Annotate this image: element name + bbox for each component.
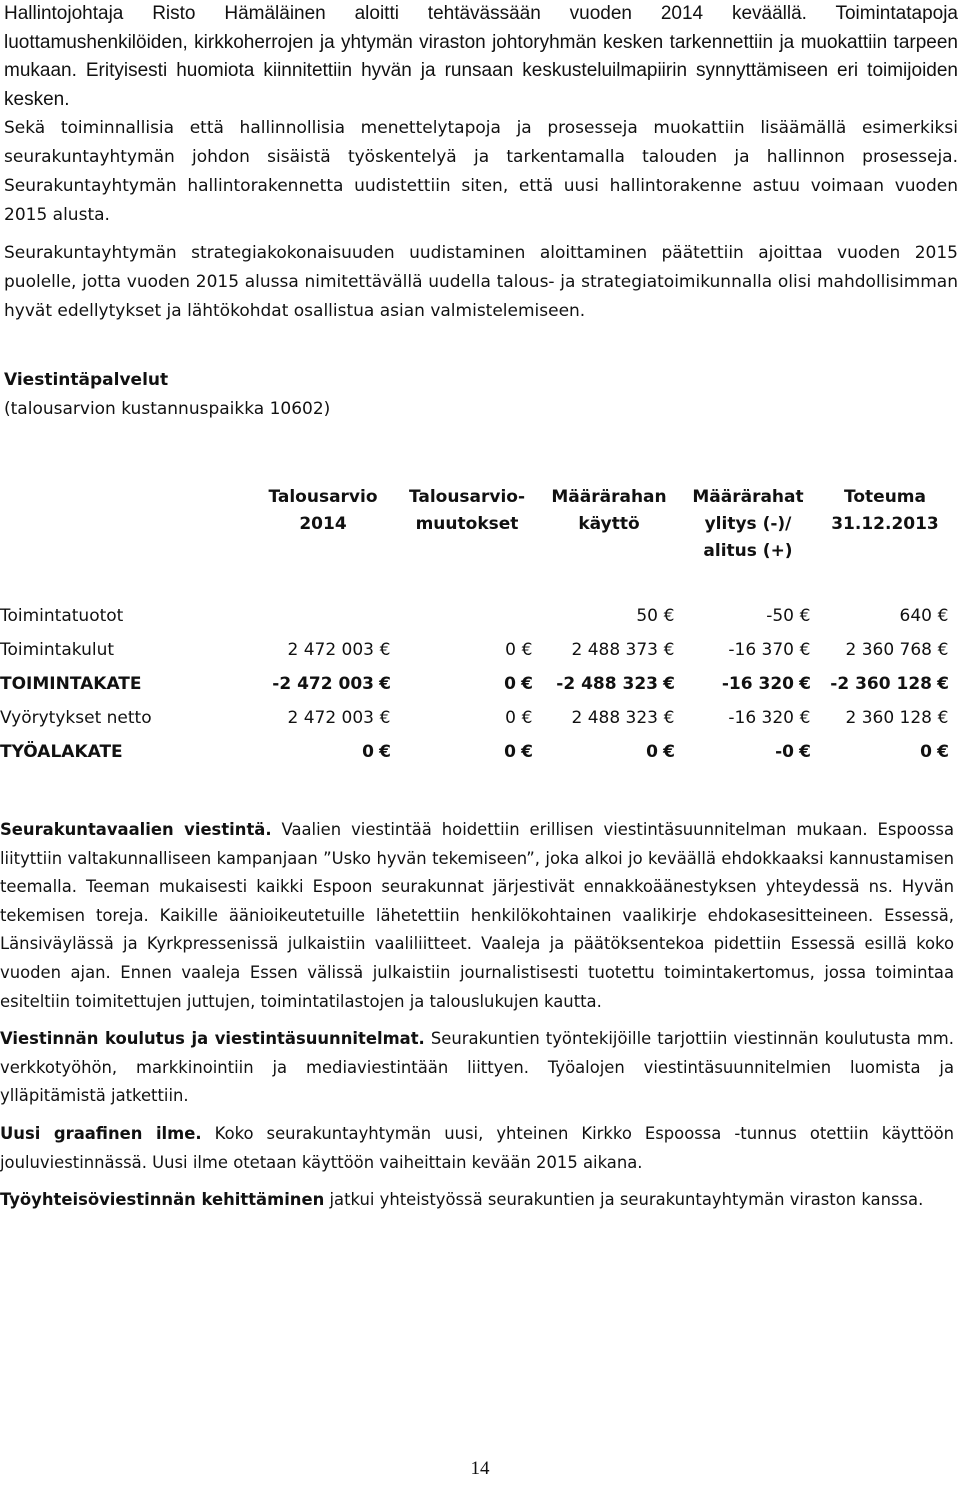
header-talousarvio: Talousarvio 2014 — [268, 487, 378, 534]
header-toteuma: Toteuma 31.12.2013 — [831, 487, 939, 534]
cell-muutokset: 0 € — [505, 708, 533, 728]
paragraph-vaalien-viestinta: Seurakuntavaalien viestintä. Vaalien viestintää hoidettiin erillisen viestintäsuunnitelman mukaan. Espoossa liityttiin valtakunnalliseen kampanjaan ”Usko hyvän tekemiseen”, joka alkoi jo keväällä ehdokkaaksi kannustamisen teemalla. Teeman mukaisesti kaikki Espoon seurakunnat järjestivät ennakkoäänestyksen yhteydessä ns. Hyvän tekemisen toreja. Kaikille äänioikeutetuille lähetettiin henkilökohtainen vaalikirje ehdokasesitteineen. Essessä, Länsiväylässä ja Kyrkpressenissä julkaistiin vaaliliitteet. Vaaleja ja päätöksentekoa pidettiin Essessä esillä koko vuoden ajan. Ennen vaaleja Essen välissä julkaistiin journalistisesti tuotettu toimintakertomus, jossa toimintaa esiteltiin toimitettujen juttujen, toimintatilastojen ja talouslukujen kautta. — [0, 820, 954, 1011]
row-label: Toimintatuotot — [0, 606, 124, 626]
cell-ylitys: -50 € — [766, 606, 811, 626]
table-row — [0, 599, 954, 633]
cell-toteuma: -2 360 128 € — [830, 674, 949, 694]
cell-kaytto: 2 488 373 € — [571, 640, 675, 660]
page-number: 14 — [470, 1458, 490, 1479]
table-row — [0, 667, 954, 701]
cell-talousarvio: 2 472 003 € — [287, 640, 391, 660]
section-heading — [4, 366, 958, 424]
cell-toteuma: 2 360 768 € — [845, 640, 949, 660]
cell-kaytto: 2 488 323 € — [571, 708, 675, 728]
cell-toteuma: 640 € — [899, 606, 949, 626]
cell-talousarvio: 2 472 003 € — [287, 708, 391, 728]
header-kaytto: Määrärahan käyttö — [551, 487, 667, 534]
intro-paragraph-3: Seurakuntayhtymän strategiakokonaisuuden uudistaminen aloittaminen päätettiin ajoittaa vuoden 2015 puolelle, jotta vuoden 2015 alussa nimitettävällä uudella talous- ja strategiatoimikunnalla olisi mahdollisimman hyvät edellytykset ja lähtökohdat osallistua asian valmistelemiseen. — [4, 243, 958, 321]
cell-ylitys: -0 € — [775, 742, 811, 762]
row-label: TYÖALAKATE — [0, 742, 123, 762]
table-row — [0, 701, 954, 735]
cell-talousarvio: -2 472 003 € — [272, 674, 391, 694]
cell-ylitys: -16 370 € — [728, 640, 811, 660]
cell-muutokset: 0 € — [504, 742, 533, 762]
table-row — [0, 633, 954, 667]
cell-kaytto: -2 488 323 € — [556, 674, 675, 694]
intro-paragraph-1: Hallintojohtaja Risto Hämäläinen aloitti tehtävässään vuoden 2014 keväällä. Toimintatapoja luottamushenkilöiden, kirkkoherrojen ja yhtymän viraston johtoryhmän kesken tarkennettiin ja muokattiin tarpeen mukaan. Erityisesti huomiota kiinnitettiin hyvän ja runsaan keskusteluilmapiirin synnyttämiseen eri toimijoiden kesken. — [4, 3, 958, 110]
cell-toteuma: 0 € — [920, 742, 949, 762]
cell-kaytto: 50 € — [636, 606, 675, 626]
cell-ylitys: -16 320 € — [721, 674, 811, 694]
body-text — [0, 816, 954, 1215]
cell-ylitys: -16 320 € — [728, 708, 811, 728]
cell-talousarvio: 0 € — [362, 742, 391, 762]
table-header-row — [0, 484, 954, 565]
section-title: Viestintäpalvelut — [4, 370, 169, 390]
row-label: Toimintakulut — [0, 640, 115, 660]
row-label: Vyörytykset netto — [0, 708, 152, 728]
paragraph-graafinen-ilme: Uusi graafinen ilme. Koko seurakuntayhtymän uusi, yhteinen Kirkko Espoossa -tunnus otettiin käyttöön jouluviestinnässä. Uusi ilme otetaan käyttöön vaiheittain kevään 2015 aikana. — [0, 1123, 954, 1172]
cell-muutokset: 0 € — [505, 640, 533, 660]
cell-kaytto: 0 € — [646, 742, 675, 762]
header-muutokset: Talousarvio- muutokset — [408, 487, 526, 534]
paragraph-tyoyhteisoviestinta: Työyhteisöviestinnän kehittäminen jatkui yhteistyössä seurakuntien ja seurakuntayhtymän viraston kanssa. — [0, 1190, 924, 1210]
document-page — [4, 0, 958, 424]
budget-table — [0, 484, 954, 769]
cell-toteuma: 2 360 128 € — [845, 708, 949, 728]
paragraph-koulutus: Viestinnän koulutus ja viestintäsuunnitelmat. Seurakuntien työntekijöille tarjottiin viestinnän koulutusta mm. verkkotyöhön, markkinointiin ja mediaviestintään liittyen. Työalojen viestintäsuunnitelmien luomista ja ylläpitämistä jatkettiin. — [0, 1029, 954, 1106]
cell-muutokset: 0 € — [504, 674, 533, 694]
section-subtitle: (talousarvion kustannuspaikka 10602) — [4, 399, 331, 419]
table-row — [0, 735, 954, 769]
header-ylitys-alitus: Määrärahat ylitys (-)/ alitus (+) — [692, 487, 804, 561]
intro-paragraph-2: Sekä toiminnallisia että hallinnollisia menettelytapoja ja prosesseja muokattiin lisäämällä esimerkiksi seurakuntayhtymän johdon sisäistä työskentelyä ja tarkentamalla talouden ja hallinnon prosesseja. Seurakuntayhtymän hallintorakennetta uudistettiin siten, että uusi hallintorakenne astuu voimaan vuoden 2015 alusta. — [4, 118, 958, 225]
row-label: TOIMINTAKATE — [0, 674, 142, 694]
